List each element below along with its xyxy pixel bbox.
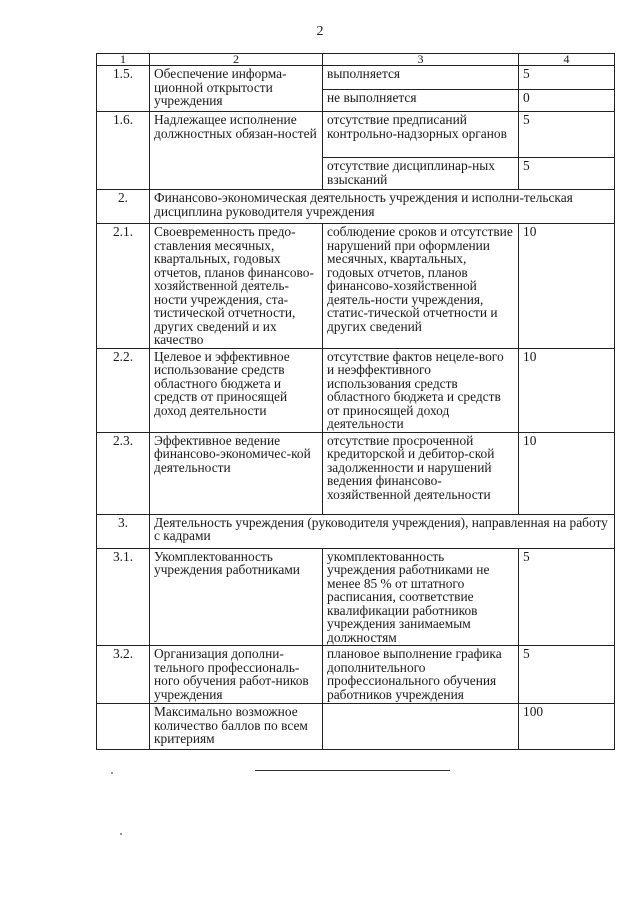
condition-text: плановое выполнение графика дополнительного профессионального обучения работников учреждения: [323, 646, 519, 704]
section-row: [97, 514, 615, 548]
table-header-row: [97, 54, 615, 66]
section-number: 2.: [97, 190, 150, 224]
row-number: 3.1.: [97, 548, 150, 646]
total-label: Максимально возможное количество баллов по всем критериям: [150, 704, 323, 750]
row-number: 1.5.: [97, 66, 150, 112]
score-value: 5: [519, 112, 615, 158]
table-row: [97, 348, 615, 432]
table-row: [97, 646, 615, 704]
row-number: 2.1.: [97, 224, 150, 349]
row-number: 3.2.: [97, 646, 150, 704]
closing-line: [255, 770, 450, 771]
column-header: 3: [323, 54, 519, 66]
section-title: Финансово-экономическая деятельность учреждения и исполни-тельская дисциплина руководителя учреждения: [150, 190, 615, 224]
table-row: [97, 112, 615, 158]
total-score: 100: [519, 704, 615, 750]
criterion-text: Эффективное ведение финансово-экономичес-кой деятельности: [150, 432, 323, 514]
table-row: [97, 548, 615, 646]
column-header: 1: [97, 54, 150, 66]
column-header: 4: [519, 54, 615, 66]
score-value: 5: [519, 548, 615, 646]
score-value: 10: [519, 348, 615, 432]
score-value: 5: [519, 66, 615, 90]
total-row: [97, 704, 615, 750]
condition-text: выполняется: [323, 66, 519, 90]
criterion-text: Обеспечение информа-ционной открытости учреждения: [150, 66, 323, 112]
scan-speck: [111, 772, 113, 774]
table-row: [97, 432, 615, 514]
empty-cell: [323, 704, 519, 750]
condition-text: соблюдение сроков и отсутствие нарушений при оформлении месячных, квартальных, годовых отчетов, планов финансово-хозяйственной деятель-ности учреждения, статис-тической отчетности и других сведений: [323, 224, 519, 349]
condition-text: отсутствие дисциплинар-ных взысканий: [323, 158, 519, 190]
row-number: 2.2.: [97, 348, 150, 432]
row-number: 1.6.: [97, 112, 150, 190]
condition-text: не выполняется: [323, 90, 519, 112]
criteria-table: [96, 53, 615, 750]
column-header: 2: [150, 54, 323, 66]
score-value: 10: [519, 432, 615, 514]
row-number: 2.3.: [97, 432, 150, 514]
condition-text: отсутствие предписаний контрольно-надзорных органов: [323, 112, 519, 158]
condition-text: отсутствие просроченной кредиторской и дебитор-ской задолженности и нарушений ведения финансово-хозяйственной деятельности: [323, 432, 519, 514]
score-value: 5: [519, 646, 615, 704]
score-value: 0: [519, 90, 615, 112]
criterion-text: Надлежащее исполнение должностных обязан-ностей: [150, 112, 323, 190]
condition-text: отсутствие фактов нецеле-вого и неэффективного использования средств областного бюджета и средств от приносящей доход деятельности: [323, 348, 519, 432]
score-value: 5: [519, 158, 615, 190]
scan-speck: [120, 833, 122, 835]
condition-text: укомплектованность учреждения работниками не менее 85 % от штатного расписания, соответствие квалификации работников учреждения занимаемым должностям: [323, 548, 519, 646]
empty-cell: [97, 704, 150, 750]
section-number: 3.: [97, 514, 150, 548]
section-row: [97, 190, 615, 224]
table-row: [97, 224, 615, 349]
criterion-text: Целевое и эффективное использование средств областного бюджета и средств от приносящей доход деятельности: [150, 348, 323, 432]
criterion-text: Укомплектованность учреждения работниками: [150, 548, 323, 646]
table-row: [97, 66, 615, 90]
criterion-text: Организация дополни-тельного профессиональ-ного обучения работ-ников учреждения: [150, 646, 323, 704]
score-value: 10: [519, 224, 615, 349]
page-number: 2: [316, 24, 324, 39]
section-title: Деятельность учреждения (руководителя учреждения), направленная на работу с кадрами: [150, 514, 615, 548]
criterion-text: Своевременность предо-ставления месячных, квартальных, годовых отчетов, планов финансово-хозяйственной деятель-ности учреждения, ста-тистической отчетности, других сведений и их качество: [150, 224, 323, 349]
